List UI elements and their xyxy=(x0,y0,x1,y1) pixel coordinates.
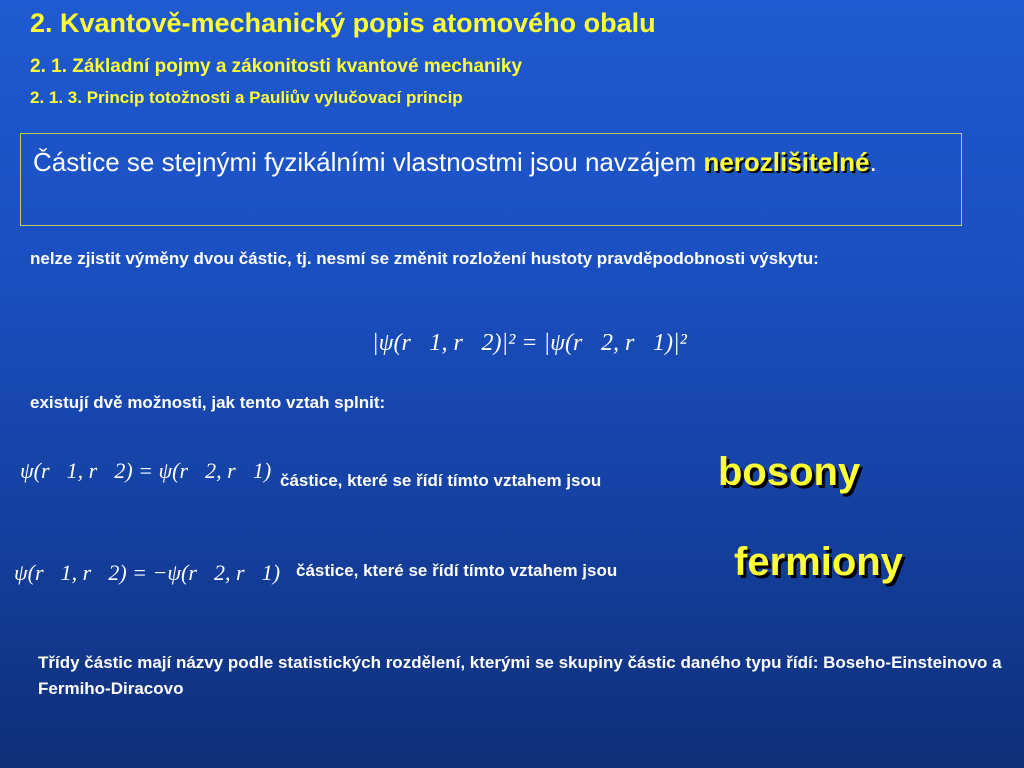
definition-end: . xyxy=(869,147,877,177)
equation-bosons: ψ(r⃗1, r⃗2) = ψ(r⃗2, r⃗1) xyxy=(20,458,272,483)
definition-box xyxy=(20,133,962,226)
definition-text: Částice se stejnými fyzikálními vlastnostmi jsou navzájem xyxy=(33,147,704,177)
section-subtitle: 2. 1. Základní pojmy a zákonitosti kvantové mechaniky xyxy=(30,56,523,77)
subsection-subtitle: 2. 1. 3. Princip totožnosti a Pauliův vylučovací princip xyxy=(30,88,463,107)
slide-title: 2. Kvantově-mechanický popis atomového obalu xyxy=(30,8,656,38)
fermions-label: fermiony xyxy=(734,540,903,584)
bosons-text: částice, které se řídí tímto vztahem jsou xyxy=(280,471,602,490)
equation-main: |ψ(r⃗1, r⃗2)|² = |ψ(r⃗2, r⃗1)|² xyxy=(372,330,687,356)
fermions-text: částice, které se řídí tímto vztahem jsou xyxy=(296,561,618,580)
paragraph-possibilities: existují dvě možnosti, jak tento vztah splnit: xyxy=(30,393,386,412)
bosons-label: bosony xyxy=(718,450,861,494)
paragraph-exchange: nelze zjistit výměny dvou částic, tj. nesmí se změnit rozložení hustoty pravděpodobnosti výskytu: xyxy=(30,249,819,268)
equation-fermions: ψ(r⃗1, r⃗2) = −ψ(r⃗2, r⃗1) xyxy=(14,560,281,585)
definition-highlight: nerozlišitelné xyxy=(703,147,870,177)
paragraph-statistics: Třídy částic mají názvy podle statistických rozdělení, kterými se skupiny částic daného typu řídí: Boseho-Einsteinovo a Fermiho-Diracovo xyxy=(38,653,1002,698)
